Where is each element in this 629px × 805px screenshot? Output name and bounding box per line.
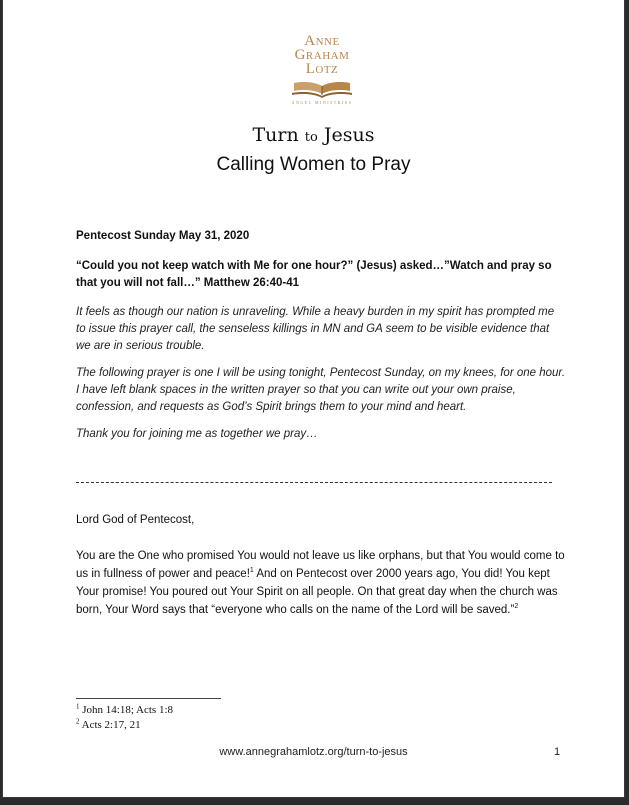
intro-paragraph-1: It feels as though our nation is unraveling. While a heavy burden in my spirit has prompted me to issue this prayer call, the senseless killings in MN and GA seem to be visible evidence that we are in serious trouble. <box>76 306 555 352</box>
scripture-quote: “Could you not keep watch with Me for one hour?” (Jesus) asked…”Watch and pray so that you will not fall…” Matthew 26:40-41 <box>76 260 552 289</box>
footnote-1-text: John 14:18; Acts 1:8 <box>79 704 174 716</box>
footnote-2-text: Acts 2:17, 21 <box>79 719 141 731</box>
footnote-2-number: 2 <box>76 717 80 726</box>
document-page <box>3 0 624 797</box>
prayer-salutation: Lord God of Pentecost, <box>76 514 195 526</box>
date-heading: Pentecost Sunday May 31, 2020 <box>76 230 250 242</box>
footnote-separator <box>76 698 221 699</box>
open-book-icon <box>291 78 353 98</box>
prayer-text-part-1: You are the One who promised You would not leave us like orphans, but that You would come to us in fullness of power and peace! <box>76 550 565 580</box>
ministry-logo <box>280 34 364 105</box>
logo-line-2: Graham <box>294 47 350 63</box>
title-word-to: to <box>304 130 318 145</box>
title-word-turn: Turn <box>252 124 299 146</box>
document-title <box>3 124 624 146</box>
footnote-1 <box>76 704 173 716</box>
logo-line-1: Anne <box>304 33 340 49</box>
title-word-jesus: Jesus <box>323 124 375 146</box>
page-number: 1 <box>554 746 561 758</box>
footnote-2 <box>76 719 141 731</box>
dashed-divider <box>76 482 552 483</box>
footnote-1-number: 1 <box>76 702 80 711</box>
intro-paragraph-2: The following prayer is one I will be using tonight, Pentecost Sunday, on my knees, for one hour. I have left blank spaces in the written prayer so that you can write out your own praise, confession, and requests as God’s Spirit brings them to your mind and heart. <box>76 367 566 413</box>
prayer-paragraph <box>76 547 566 619</box>
logo-tagline: ANGEL MINISTRIES <box>291 100 353 105</box>
footnote-ref-2[interactable]: 2 <box>514 603 519 611</box>
intro-paragraph-3: Thank you for joining me as together we pray… <box>76 428 318 440</box>
footer-url[interactable]: www.annegrahamlotz.org/turn-to-jesus <box>219 746 408 758</box>
document-subtitle: Calling Women to Pray <box>216 154 411 175</box>
logo-line-3: Lotz <box>305 61 339 77</box>
footnote-ref-1[interactable]: 1 <box>249 567 254 575</box>
prayer-text-part-2: And on Pentecost over 2000 years ago, You did! You kept Your promise! You poured out Your Spirit on all people. On that great day when the church was born, Your Word says that “everyone who calls on the name of the Lord will be saved.” <box>76 568 558 616</box>
